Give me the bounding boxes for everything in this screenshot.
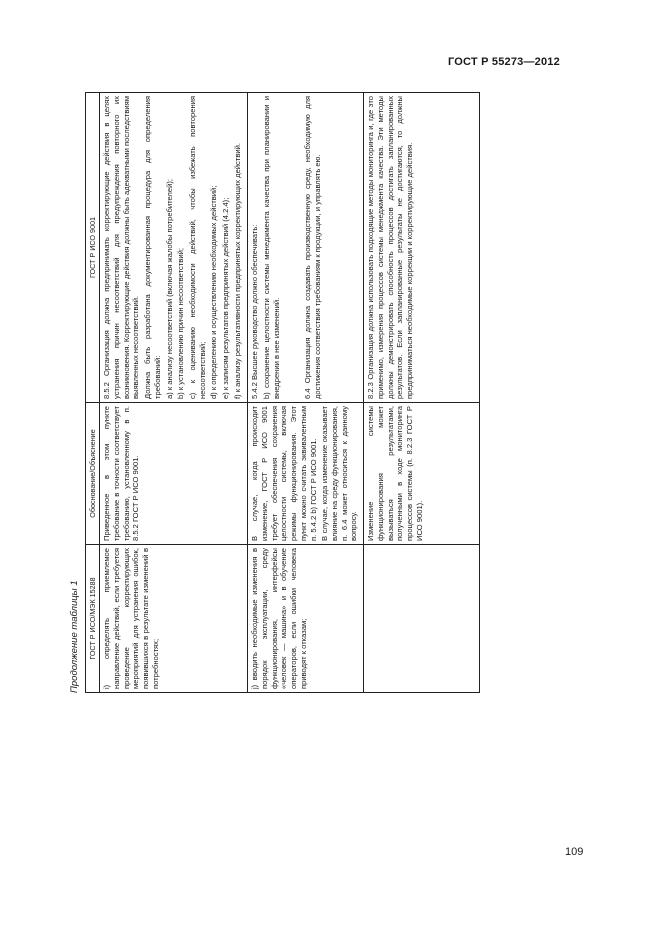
column-header-iso15288: ГОСТ Р ИСО/МЭК 15288: [86, 545, 100, 693]
cell-iso9001: 8.2.3 Организация должна использовать подходящие методы мониторинга и, где это применимо, измерения процессов системы менеджмента качества. Эти методы должны демонстрировать способность процессов достигать запланированных результатов. Если запланированные результаты не достигаются, то должны предприниматься необходимые коррекции и корректирующие действия.: [364, 93, 480, 403]
table-row: [248, 93, 364, 693]
cell-rationale: В случае, когда происходит изменение, ГОСТ Р ИСО 9001 требует обеспечения сохранения целостности системы, включая режимы функционирования. Этот пункт можно считать эквивалентным п. 5.4.2 b) ГОСТ Р ИСО 9001. В случае, когда изменение оказывает влияние на среду функционирования, п. 6.4 может относиться к данному вопросу.: [248, 403, 364, 545]
cell-iso9001: 5.4.2 Высшее руководство должно обеспечивать: b) сохранение целостности системы менеджмента качества при планировании и внедрении в нее изменений. 6.4 Организация должна создавать производственную среду, необходимую для достижения соответствия требованиям к продукции, и управлять ею.: [248, 93, 364, 403]
table-header-row: [86, 93, 100, 693]
table-row: [364, 93, 480, 693]
page-number: 109: [565, 846, 584, 858]
standard-title: ГОСТ Р 55273—2012: [448, 56, 560, 68]
column-header-rationale: Обоснование/Объяснение: [86, 403, 100, 545]
cell-rationale: Приведенное в этом пункте требование в точности соответствует требованию, установленному в п. 8.5.2 ГОСТ Р ИСО 9001.: [100, 403, 248, 545]
column-header-iso9001: ГОСТ Р ИСО 9001: [86, 93, 100, 403]
cell-rationale: Изменение системы функционирования может вызываться результатами, полученными в ходе мониторинга процессов системы (п. 8.2.3 ГОСТ Р ИСО 9001).: [364, 403, 480, 545]
cell-iso15288: j) вводить необходимые изменения в порядок эксплуатации, среду функционирования, интерфейсы «человек — машина» и в обучение операторов, если ошибки человека приводят к отказам;: [248, 545, 364, 693]
rotated-table-block: [63, 93, 523, 693]
cell-iso9001: 8.5.2 Организация должна предпринимать корректирующие действия в целях устранения причин несоответствий для предупреждения повторного их возникновения. Корректирующие действия должны быть адекватными последствиям выявленных несоответствий. Должна быть разработана документированная процедура для определения требований: а) к анализу несоответствий (включая жалобы потребителей); b) к установлению причин несоответствий; с) к оцениванию необходимости действий, чтобы избежать повторения несоответствий; d) к определению и осуществлению необходимых действий; е) к записям результатов предпринятых действий (4.2.4); f) к анализу результативности предпринятых корректирующих действий.: [100, 93, 248, 403]
table-row: [100, 93, 248, 693]
comparison-table: [85, 92, 480, 693]
cell-iso15288: [364, 545, 480, 693]
table-caption: Продолжение таблицы 1: [69, 580, 80, 693]
cell-iso15288: i) определять приемлемое направление действий, если требуется проведение корректирующих мероприятий для устранения ошибок, появившихся в результате изменений в потребностях;: [100, 545, 248, 693]
